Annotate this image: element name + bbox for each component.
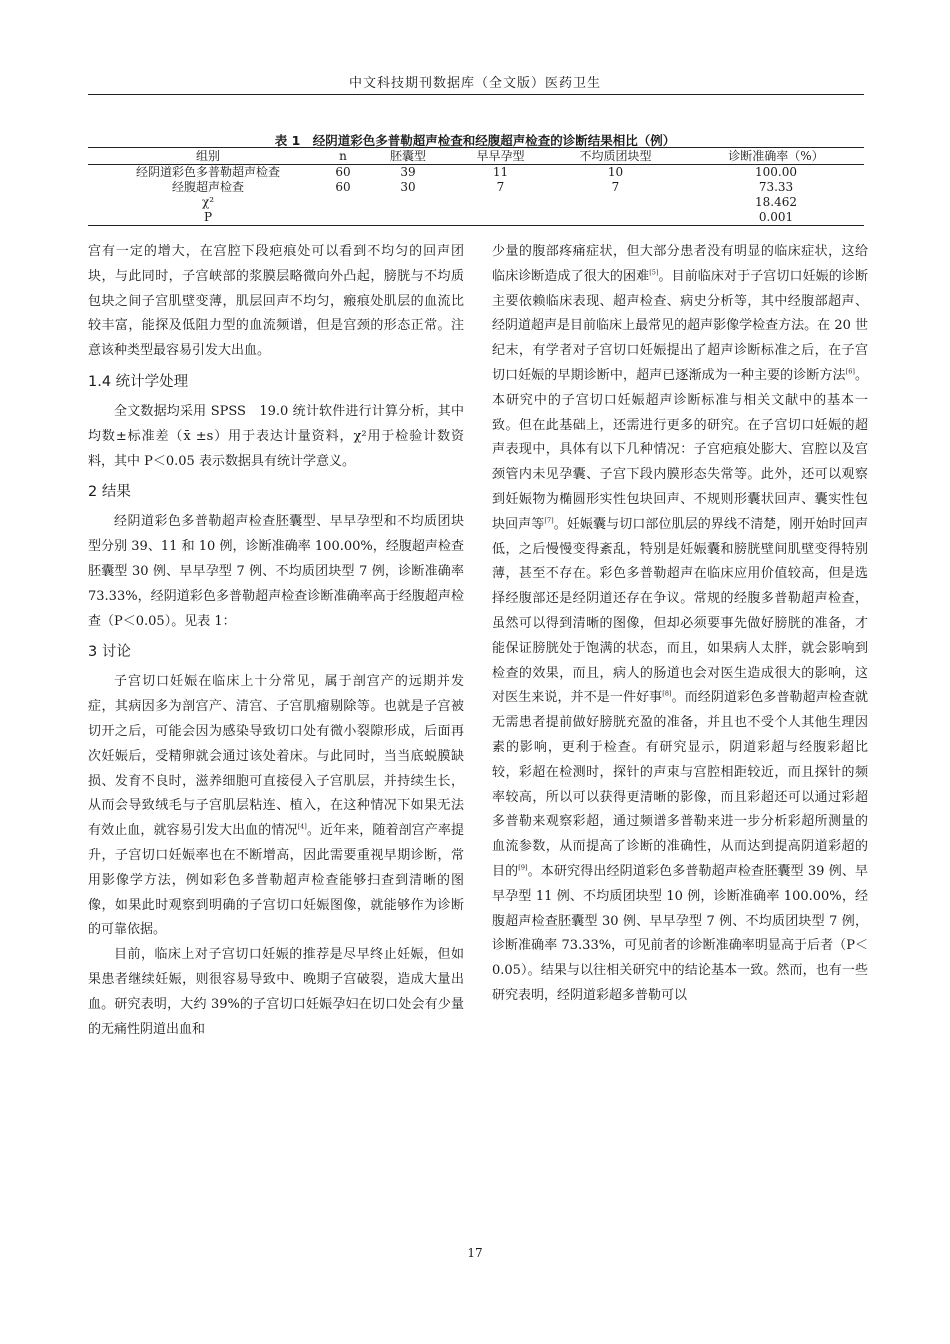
paragraph-text: 。本研究得出经阴道彩色多普勒超声检查胚囊型 39 例、早早孕型 11 例、不均质团块型 10 例，诊断准确率 100.00%，经腹超声检查胚囊型 30 例、早早孕型 7 例、不均质团块型 7 例，诊断准确率 73.33%，可见前者的诊断准确率明显高于后者（P＜0.05）。结果与以往相关研究中的结论基本一致。然而，也有一些研究表明，经阴道彩超多普勒可以 <box>492 863 868 1003</box>
citation-ref: [7] <box>544 516 554 525</box>
table-cell: 经腹超声检查 <box>171 180 244 194</box>
table-cell: 18.462 <box>755 195 797 209</box>
results-table-container <box>88 147 864 226</box>
results-table <box>88 147 864 226</box>
table-cell: P <box>203 210 213 224</box>
column-header: 早早孕型 <box>458 148 543 165</box>
table-cell <box>543 195 688 210</box>
table-row <box>88 195 864 210</box>
citation-ref: [8] <box>662 690 672 699</box>
body-paragraph <box>492 240 868 1009</box>
table-cell: 7 <box>496 180 505 194</box>
citation-ref: [4] <box>297 822 307 831</box>
paragraph-text: 子宫切口妊娠在临床上十分常见，属于剖宫产的远期并发症，其病因多为剖宫产、清宫、子宫肌瘤剔除等。也就是子宫被切开之后，可能会因为感染导致切口处有微小裂隙形成，后面再次妊娠后，受精卵就会通过该处着床。与此同时，当当底蜕膜缺损、发育不良时，滋养细胞可直接侵入子宫肌层，并持续生长，从而会导致绒毛与子宫肌层粘连、植入，在这种情况下如果无法有效止血，就容易引发大出血的情况 <box>88 674 464 839</box>
paragraph-text: 。目前临床对于子宫切口妊娠的诊断主要依赖临床表现、超声检查、病史分析等，其中经腹部超声、经阴道超声是目前临床上最常见的超声影像学检查方法。在 20 世纪末，有学者对子宫切口妊娠提出了超声诊断标准之后，在子宫切口妊娠的早期诊断中，超声已逐渐成为一种主要的诊断方法 <box>492 268 868 383</box>
section-heading: 3 讨论 <box>88 644 131 661</box>
table-row <box>88 165 864 181</box>
column-header: 诊断准确率（%） <box>688 148 864 165</box>
citation-ref: [9] <box>518 863 528 872</box>
paragraph-text: 。本研究中的子宫切口妊娠超声诊断标准与相关文献中的基本一致。但在此基础上，还需进行更多的研究。在子宫切口妊娠的超声表现中，具体有以下几种情况：子宫疤痕处膨大、宫腔以及宫颈管内未见孕囊、子宫下段内膜形态失常等。此外，还可以观察到妊娠物为椭圆形实性包块回声、不规则形囊状回声、囊实性包块回声等 <box>492 367 868 532</box>
paragraph-text: 。而经阴道彩色多普勒超声检查就无需患者提前做好膀胱充盈的准备，并且也不受个人其他生理因素的影响，更利于检查。有研究显示，阴道彩超与经腹彩超比较，彩超在检测时，探针的声束与宫腔相距较近，而且探针的频率较高，所以可以获得更清晰的影像，而且彩超还可以通过彩超多普勒来观察彩超，通过频谱多普勒来进一步分析彩超所测量的血流参数，从而提高了诊断的准确性，从而达到提高阴道彩超的目的 <box>492 690 868 879</box>
column-header: 组别 <box>88 148 328 165</box>
table-cell <box>458 195 543 210</box>
table-cell: 30 <box>400 180 416 194</box>
header-rule <box>88 94 864 95</box>
table-cell: 60 <box>335 165 351 179</box>
page-number: 17 <box>467 1246 483 1260</box>
column-header: n <box>328 148 358 165</box>
table-caption: 表 1 经阴道彩色多普勒超声检查和经腹超声检查的诊断结果相比（例） <box>274 133 676 148</box>
table-cell: 10 <box>607 165 624 179</box>
paragraph-text: 少量的腹部疼痛症状，但大部分患者没有明显的临床症状，这给临床诊断造成了很大的困难 <box>492 244 868 284</box>
section-heading: 1.4 统计学处理 <box>88 373 189 390</box>
column-header: 胚囊型 <box>358 148 458 165</box>
table-cell: 73.33 <box>758 180 794 194</box>
table-cell <box>358 195 458 210</box>
body-paragraph: 宫有一定的增大，在宫腔下段疤痕处可以看到不均匀的回声团块，与此同时，子宫峡部的浆膜层略微向外凸起，膀胱与不均质包块之间子宫肌壁变薄，肌层回声不均匀，瘢痕处肌层的血流比较丰富，能探及低阻力型的血流频谱，但是宫颈的形态正常。注意该种类型最容易引发大出血。 <box>88 244 464 359</box>
journal-header: 中文科技期刊数据库（全文版）医药卫生 <box>348 76 601 91</box>
body-paragraph: 全文数据均采用 SPSS 19.0 统计软件进行计算分析，其中均数±标准差（x̄ ±s）用于表达计量资料，χ²用于检验计数资料，其中 P＜0.05 表示数据具有统计学意义。 <box>88 403 464 469</box>
section-heading: 2 结果 <box>88 484 131 501</box>
body-paragraph <box>88 670 464 943</box>
column-header: 不均质团块型 <box>543 148 688 165</box>
table-header-row <box>88 148 864 165</box>
table-cell <box>328 195 358 210</box>
table-row <box>88 180 864 195</box>
table-cell: χ² <box>201 195 215 209</box>
paragraph-text: 。近年来，随着剖宫产率提升，子宫切口妊娠率也在不断增高，因此需要重视早期诊断，常用影像学方法，例如彩色多普勒超声检查能够扫查到清晰的图像，如果此时观察到明确的子宫切口妊娠图像，就能够作为诊断的可靠依据。 <box>88 823 464 938</box>
citation-ref: [5] <box>649 268 659 277</box>
table-cell: 0.001 <box>758 210 794 224</box>
table-cell: 100.00 <box>755 165 797 179</box>
paragraph-text: 。妊娠囊与切口部位肌层的界线不清楚，刚开始时回声低，之后慢慢变得紊乱，特别是妊娠囊和膀胱壁间肌壁变得特别薄，甚至不存在。彩色多普勒超声在临床应用价值较高，但是选择经腹部还是经阴道还存在争议。常规的经腹多普勒超声检查，虽然可以得到清晰的图像，但却必须要事先做好膀胱的准备，才能保证膀胱处于饱满的状态，而且，如果病人太胖，就会影响到检查的效果，而且，病人的肠道也会对医生造成很大的影响，这对医生来说，并不是一件好事 <box>492 516 868 706</box>
left-column <box>88 240 464 1042</box>
table-cell <box>358 210 458 226</box>
table-cell: 39 <box>400 165 416 179</box>
body-paragraph: 经阴道彩色多普勒超声检查胚囊型、早早孕型和不均质团块型分别 39、11 和 10 例，诊断准确率 100.00%，经腹超声检查胚囊型 30 例、早早孕型 7 例、不均质团块型 7 例，诊断准确率 73.33%，经阴道彩色多普勒超声检查诊断准确率高于经腹超声检查（P＜0.05）。见表 1： <box>88 514 464 629</box>
table-cell: 11 <box>492 165 509 179</box>
table-row <box>88 210 864 226</box>
table-cell: 经阴道彩色多普勒超声检查 <box>135 165 280 179</box>
table-cell <box>543 210 688 226</box>
table-cell: 60 <box>335 180 351 194</box>
body-paragraph: 目前，临床上对子宫切口妊娠的推荐是尽早终止妊娠，但如果患者继续妊娠，则很容易导致中、晚期子宫破裂，造成大量出血。研究表明，大约 39%的子宫切口妊娠孕妇在切口处会有少量的无痛性阴道出血和 <box>88 947 464 1037</box>
table-cell <box>328 210 358 226</box>
citation-ref: [6] <box>845 367 855 376</box>
table-cell <box>458 210 543 226</box>
right-column <box>492 240 868 1009</box>
table-cell: 7 <box>611 180 620 194</box>
